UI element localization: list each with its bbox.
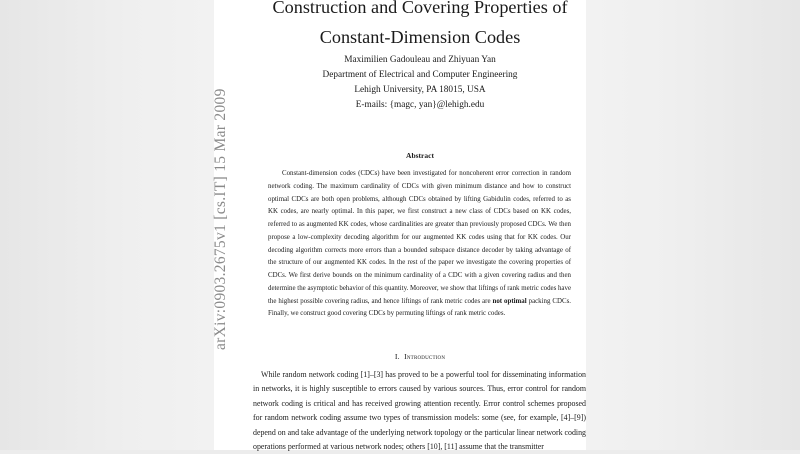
introduction-paragraph: While random network coding [1]–[3] has proved to be a powerful tool for disseminating information in networks, it is highly susceptible to errors caused by various sources. Thus, error control for random network coding is critical and has received growing attention recently. Error control schemes proposed for random network coding assume two types of transmission models: some (see, for example, [4]–[9]) depend on and take advantage of the underlying network topology or the particular linear network coding operations performed at various network nodes; others [10], [11] assume that the transmitter (253, 370, 586, 452)
abstract-heading: Abstract (406, 151, 434, 160)
affiliation-department: Department of Electrical and Computer Engineering (322, 70, 518, 80)
paper-page (214, 0, 586, 450)
arxiv-stamp: arXiv:0903.2675v1 [cs.IT] 15 Mar 2009 (212, 88, 229, 350)
section-title: Introduction (404, 352, 446, 361)
paper-title: Construction and Covering Properties of Constant-Dimension Codes (272, 0, 568, 47)
author-list: Maximilien Gadouleau and Zhiyuan Yan (344, 55, 496, 65)
abstract-body (268, 168, 571, 321)
section-heading-introduction (254, 352, 586, 361)
abstract-text-part2: packing CDCs. Finally, we construct good covering CDCs by permuting liftings of rank metric codes. (268, 297, 571, 318)
abstract-text-part1: Constant-dimension codes (CDCs) have been investigated for noncoherent error correction in random network coding. The maximum cardinality of CDCs with given minimum distance and how to construct optimal CDCs are both open problems, although CDCs obtained by lifting Gabidulin codes, referred to as KK codes, are nearly optimal. In this paper, we first construct a new class of CDCs based on KK codes, referred to as augmented KK codes, whose cardinalities are greater than previously proposed CDCs. We then propose a low-complexity decoding algorithm for our augmented KK codes using that for KK codes. Our decoding algorithm corrects more errors than a bounded subspace distance decoder by taking advantage of the structure of our augmented KK codes. In the rest of the paper we investigate the covering properties of CDCs. We first derive bounds on the minimum cardinality of a CDC with a given covering radius and then determine the asymptotic behavior of this quantity. Moreover, we show that liftings of rank metric codes have the highest possible covering radius, and hence liftings of rank metric codes are (268, 170, 571, 305)
viewer-background-left (0, 0, 214, 450)
viewer-background-right (586, 0, 800, 450)
affiliation-university: Lehigh University, PA 18015, USA (354, 85, 486, 95)
author-emails: E-mails: {magc, yan}@lehigh.edu (355, 100, 485, 110)
section-number: I. (394, 352, 400, 361)
abstract-emphasis: not optimal (492, 297, 527, 305)
